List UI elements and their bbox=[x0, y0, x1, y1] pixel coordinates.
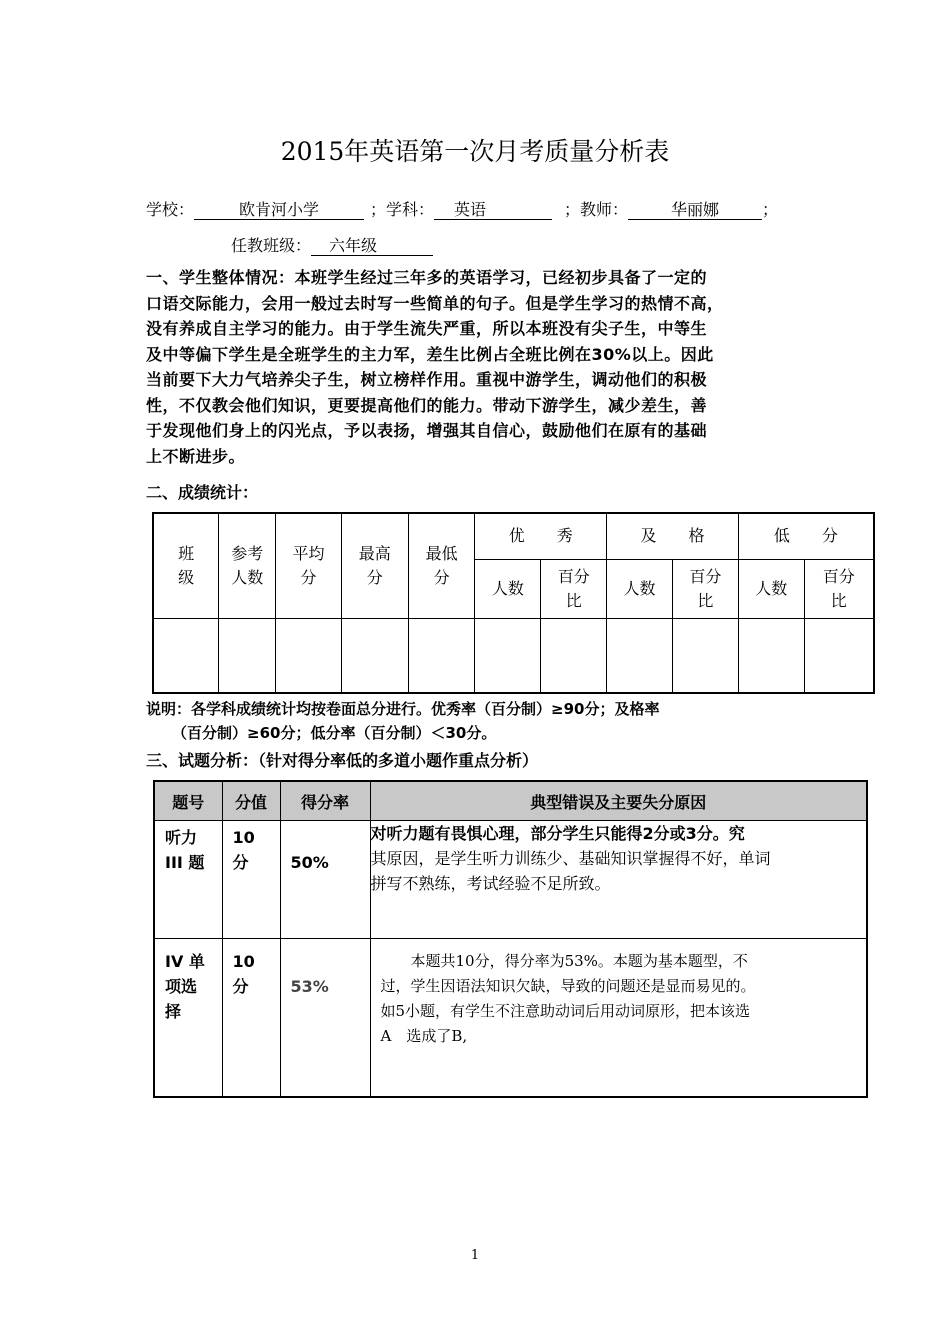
header-low-people: 人数 bbox=[738, 559, 804, 618]
header-class: 班 级 bbox=[153, 513, 219, 618]
grade-statistics-table bbox=[152, 512, 875, 694]
item-analysis-table bbox=[153, 780, 868, 1098]
header-rate: 得分率 bbox=[280, 781, 370, 821]
document-title: 2015年英语第一次月考质量分析表 bbox=[280, 137, 670, 166]
section1-line: 一、学生整体情况：本班学生经过三年多的英语学习，已经初步具备了一定的 bbox=[146, 268, 708, 287]
header-low-percent: 百分 比 bbox=[804, 559, 874, 618]
header-pass-people: 人数 bbox=[607, 559, 673, 618]
analysis-cell: 本题共10分，得分率为53%。本题为基本题型，不 过，学生因语法知识欠缺，导致的问题还是显而易见的。 如5小题，有学生不注意助动词后用动词原形，把本该选 A 选成了B, bbox=[370, 939, 867, 1097]
empty-cell bbox=[408, 618, 475, 693]
header-excellent: 优 秀 bbox=[475, 513, 607, 559]
class-label: 任教班级： bbox=[231, 236, 312, 255]
table-row bbox=[154, 821, 867, 939]
empty-cell bbox=[153, 618, 219, 693]
section1-line: 性，不仅教会他们知识，更要提高他们的能力。带动下游学生，减少差生，善 bbox=[146, 395, 708, 415]
note-line-2: （百分制）≥60分；低分率（百分制）＜30分。 bbox=[172, 724, 497, 742]
section1-paragraph bbox=[146, 265, 818, 469]
section1-line: 口语交际能力，会用一般过去时写一些简单的句子。但是学生学习的热情不高， bbox=[146, 293, 724, 313]
header-low: 低 分 bbox=[738, 513, 874, 559]
rate-cell: 50% bbox=[280, 821, 370, 939]
header-analysis: 典型错误及主要失分原因 bbox=[370, 781, 867, 821]
header-average: 平均 分 bbox=[276, 513, 342, 618]
subject-label: ；学科： bbox=[370, 200, 435, 219]
school-label: 学校： bbox=[146, 200, 195, 219]
teacher-label: ；教师： bbox=[564, 200, 629, 219]
item-cell: IV 单 项选 择 bbox=[154, 939, 222, 1097]
empty-cell bbox=[738, 618, 804, 693]
meta-line-1 bbox=[146, 197, 778, 220]
empty-cell bbox=[276, 618, 342, 693]
school-value: 欧肯河小学 bbox=[194, 201, 364, 220]
header-max: 最高 分 bbox=[341, 513, 408, 618]
section1-line: 于发现他们身上的闪光点，予以表扬，增强其自信心，鼓励他们在原有的基础 bbox=[146, 421, 708, 440]
item-cell: 听力 III 题 bbox=[154, 821, 222, 939]
rate-cell: 53% bbox=[280, 939, 370, 1097]
empty-cell bbox=[804, 618, 874, 693]
header-pass-percent: 百分 比 bbox=[672, 559, 738, 618]
section1-line: 及中等偏下学生是全班学生的主力军，差生比例占全班比例在30%以上。因此 bbox=[146, 344, 714, 364]
header-score: 分值 bbox=[222, 781, 280, 821]
empty-cell bbox=[475, 618, 541, 693]
section2-heading: 二、成绩统计： bbox=[146, 483, 259, 502]
empty-cell bbox=[541, 618, 607, 693]
header-participants: 参考 人数 bbox=[219, 513, 276, 618]
table-row bbox=[153, 618, 874, 693]
page-number: 1 bbox=[470, 1248, 480, 1263]
empty-cell bbox=[341, 618, 408, 693]
section3-heading: 三、试题分析：（针对得分率低的多道小题作重点分析） bbox=[146, 751, 539, 770]
section1-line: 当前要下大力气培养尖子生，树立榜样作用。重视中游学生，调动他们的积极 bbox=[146, 370, 708, 389]
score-cell: 10 分 bbox=[222, 821, 280, 939]
empty-cell bbox=[607, 618, 673, 693]
subject-value: 英语 bbox=[434, 201, 552, 220]
note-line-1: 说明：各学科成绩统计均按卷面总分进行。优秀率（百分制）≥90分；及格率 bbox=[146, 700, 660, 718]
section1-line: 没有养成自主学习的能力。由于学生流失严重，所以本班没有尖子生，中等生 bbox=[146, 319, 708, 338]
analysis-cell: 对听力题有畏惧心理，部分学生只能得2分或3分。究 其原因，是学生听力训练少、基础知识掌握得不好，单词 拼写不熟练，考试经验不足所致。 bbox=[370, 821, 867, 939]
score-cell: 10 分 bbox=[222, 939, 280, 1097]
meta-end: ； bbox=[762, 200, 779, 219]
header-excellent-people: 人数 bbox=[475, 559, 541, 618]
section1-line: 上不断进步。 bbox=[146, 446, 246, 466]
table-row bbox=[154, 939, 867, 1097]
header-min: 最低 分 bbox=[408, 513, 475, 618]
teacher-value: 华丽娜 bbox=[628, 201, 762, 220]
class-value: 六年级 bbox=[311, 237, 433, 256]
meta-line-2 bbox=[231, 233, 433, 256]
empty-cell bbox=[219, 618, 276, 693]
empty-cell bbox=[672, 618, 738, 693]
header-pass: 及 格 bbox=[607, 513, 739, 559]
header-item: 题号 bbox=[154, 781, 222, 821]
header-excellent-percent: 百分 比 bbox=[541, 559, 607, 618]
